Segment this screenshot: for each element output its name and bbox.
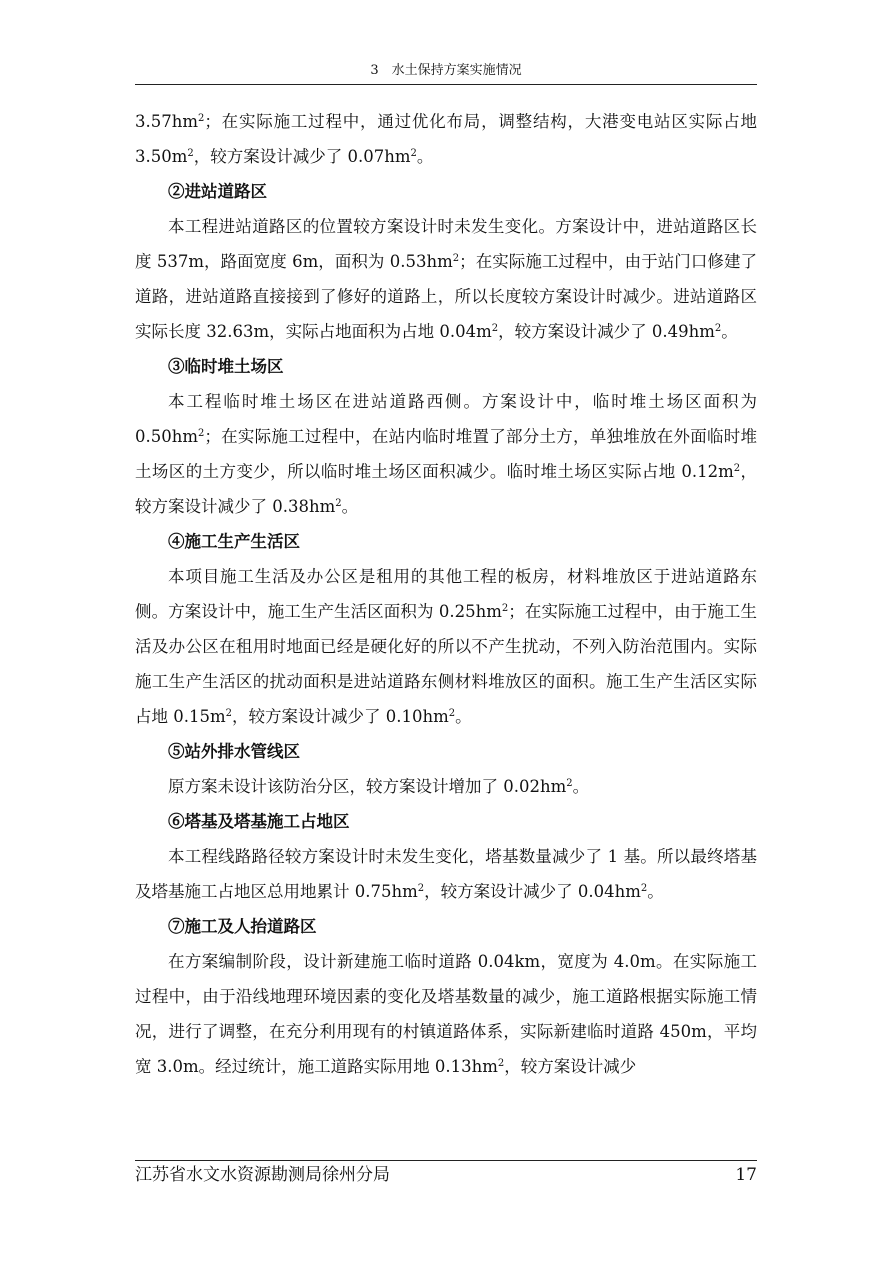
- footer-rule: [135, 1160, 757, 1161]
- superscript: 2: [410, 148, 417, 159]
- text-run: ，较方案设计减少了 0.10hm: [232, 707, 449, 726]
- text-run: ，较方案设计减少了 0.07hm: [193, 147, 411, 166]
- superscript: 2: [198, 113, 205, 124]
- section-heading: ⑤站外排水管线区: [168, 742, 300, 761]
- text-run: 。: [455, 707, 472, 726]
- section-heading: ③临时堆土场区: [168, 357, 284, 376]
- superscript: 2: [452, 253, 460, 264]
- text-run: 本工程进站道路区的位置较方案设计时未发生变化。方案设计中，进站道路区长度 537m，路面宽度 6m，面积为 0.53hm: [135, 217, 757, 271]
- text-run: ，较方案设计减少了 0.38hm: [135, 462, 757, 516]
- text-run: 本工程线路路径较方案设计时未发生变化，塔基数量减少了 1 基。所以最终塔基及塔基施工占地区总用地累计 0.75hm: [135, 847, 757, 901]
- header-rule: [135, 84, 757, 85]
- text-run: ；在实际施工过程中，由于施工生活及办公区在租用时地面已经是硬化好的所以不产生扰动，不列入防治范围内。实际施工生产生活区的扰动面积是进站道路东侧材料堆放区的面积。施工生产生活区实际占地 0.15m: [135, 602, 757, 726]
- text-run: 3.57hm: [135, 112, 199, 131]
- superscript: 2: [417, 883, 425, 894]
- superscript: 2: [497, 1058, 505, 1069]
- body-paragraph: [135, 769, 757, 804]
- section-heading: ②进站道路区: [168, 182, 267, 201]
- body-paragraph: [135, 104, 757, 174]
- text-run: 在方案编制阶段，设计新建施工临时道路 0.04km，宽度为 4.0m。在实际施工过程中，由于沿线地理环境因素的变化及塔基数量的减少，施工道路根据实际施工情况，进行了调整，在充分利用现有的村镇道路体系，实际新建临时道路 450m，平均宽 3.0m。经过统计，施工道路实际用地 0.13hm: [135, 952, 757, 1076]
- text-run: 。: [341, 497, 359, 516]
- body-paragraph: [135, 944, 757, 1084]
- text-run: 本项目施工生活及办公区是租用的其他工程的板房，材料堆放区于进站道路东侧。方案设计中，施工生产生活区面积为 0.25hm: [135, 567, 757, 621]
- superscript: 2: [448, 708, 456, 719]
- page-number: 17: [735, 1165, 757, 1185]
- superscript: 2: [225, 708, 233, 719]
- superscript: 2: [566, 778, 573, 789]
- footer-organization: 江苏省水文水资源勘测局徐州分局: [135, 1165, 390, 1185]
- section-heading: ⑥塔基及塔基施工占地区: [168, 812, 350, 831]
- superscript: 2: [501, 603, 509, 614]
- body-paragraph: [135, 384, 757, 524]
- text-run: ；在实际施工过程中，由于站门口修建了道路，进站道路直接接到了修好的道路上，所以长度较方案设计时减少。进站道路区实际长度 32.63m，实际占地面积为占地 0.04m: [135, 252, 758, 341]
- section-heading: ④施工生产生活区: [168, 532, 300, 551]
- text-run: ；在实际施工过程中，在站内临时堆置了部分土方，单独堆放在外面临时堆土场区的土方变少，所以临时堆土场区面积减少。临时堆土场区实际占地 0.12m: [135, 427, 757, 481]
- page-header: 3 水土保持方案实施情况: [370, 63, 522, 78]
- superscript: 2: [714, 323, 722, 334]
- superscript: 2: [187, 148, 194, 159]
- text-run: 。: [647, 882, 664, 901]
- document-body: [135, 104, 757, 1084]
- superscript: 2: [198, 428, 205, 439]
- body-paragraph: [135, 559, 757, 734]
- text-run: 。: [572, 777, 590, 796]
- text-run: 本工程临时堆土场区在进站道路西侧。方案设计中，临时堆土场区面积为 0.50hm: [135, 392, 757, 446]
- text-run: 。: [416, 147, 434, 166]
- text-run: 原方案未设计该防治分区，较方案设计增加了 0.02hm: [168, 777, 567, 796]
- text-run: ，较方案设计减少: [504, 1057, 637, 1076]
- body-paragraph: [135, 209, 757, 349]
- text-run: 。: [721, 322, 738, 341]
- text-run: ；在实际施工过程中，通过优化布局，调整结构，大港变电站区实际占地 3.50m: [135, 112, 757, 166]
- body-paragraph: [135, 839, 757, 909]
- text-run: ，较方案设计减少了 0.49hm: [498, 322, 715, 341]
- superscript: 2: [335, 498, 342, 509]
- section-heading: ⑦施工及人抬道路区: [168, 917, 317, 936]
- superscript: 2: [491, 323, 499, 334]
- superscript: 2: [733, 463, 741, 474]
- text-run: ，较方案设计减少了 0.04hm: [424, 882, 641, 901]
- superscript: 2: [640, 883, 648, 894]
